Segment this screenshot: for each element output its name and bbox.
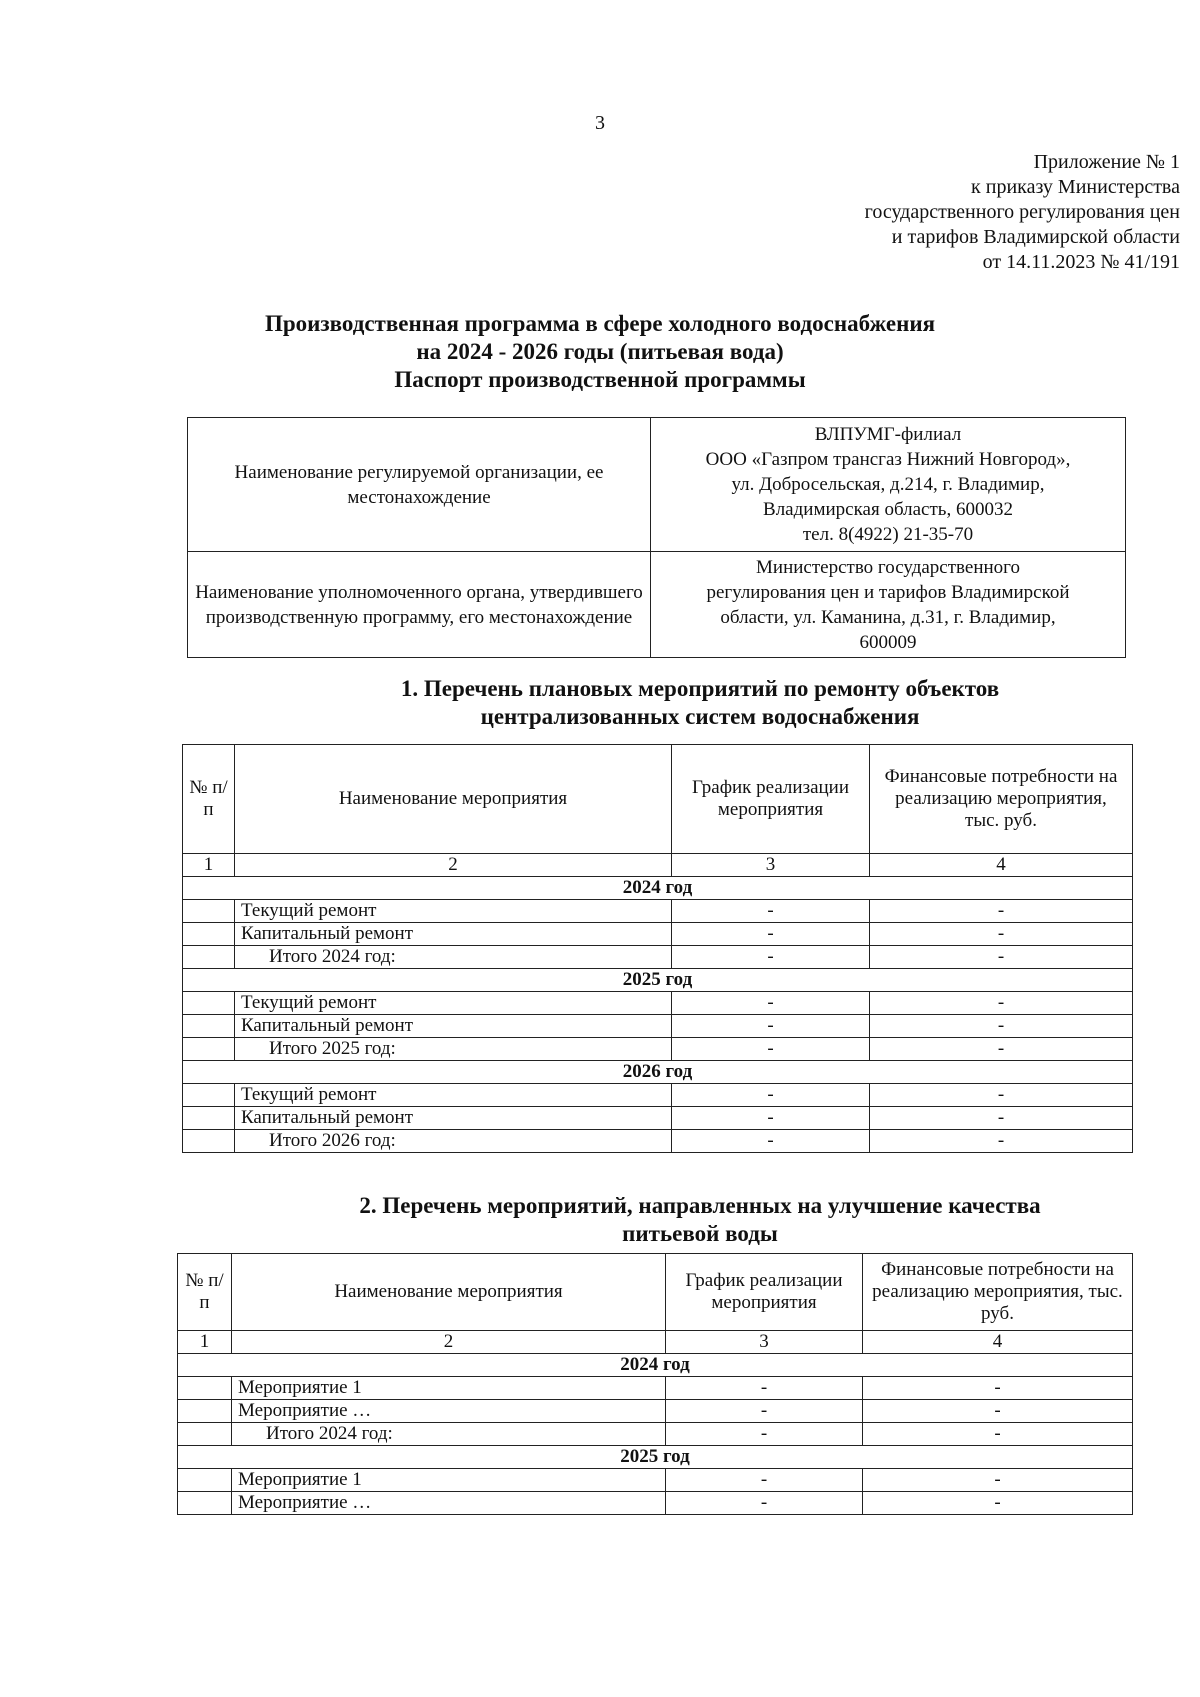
header-num: № п/п — [178, 1254, 232, 1331]
section-2-title — [250, 1192, 1150, 1248]
schedule-cell: - — [672, 1015, 870, 1038]
row-number — [183, 1038, 235, 1061]
page-number: 3 — [595, 112, 605, 134]
schedule-cell: - — [672, 1130, 870, 1153]
passport-value-line: регулирования цен и тарифов Владимирской — [706, 581, 1070, 603]
finance-cell: - — [870, 1038, 1133, 1061]
row-number — [183, 900, 235, 923]
finance-cell: - — [870, 992, 1133, 1015]
passport-row — [188, 418, 1126, 552]
year-label: 2024 год — [183, 877, 1133, 900]
finance-cell: - — [870, 1084, 1133, 1107]
section-title-line: 1. Перечень плановых мероприятий по ремонту объектов — [400, 676, 1000, 701]
row-number — [183, 1084, 235, 1107]
water-quality-body — [178, 1354, 1133, 1515]
row-number — [183, 992, 235, 1015]
column-number: 4 — [863, 1331, 1133, 1354]
row-number — [183, 1107, 235, 1130]
schedule-cell: - — [672, 1084, 870, 1107]
header-name: Наименование мероприятия — [232, 1254, 666, 1331]
schedule-cell: - — [666, 1400, 863, 1423]
title-line: Паспорт производственной программы — [394, 367, 806, 392]
column-number: 3 — [672, 854, 870, 877]
header-finance: Финансовые потребности на реализацию мероприятия, тыс. руб. — [870, 745, 1133, 854]
section-title-line: централизованных систем водоснабжения — [480, 704, 920, 729]
table-row — [178, 1400, 1133, 1423]
row-number — [178, 1400, 232, 1423]
finance-cell: - — [863, 1423, 1133, 1446]
total-row — [178, 1423, 1133, 1446]
repair-plan-body — [183, 877, 1133, 1153]
passport-value — [651, 552, 1126, 658]
row-number — [183, 1130, 235, 1153]
row-number — [178, 1469, 232, 1492]
passport-table — [187, 417, 1126, 658]
passport-value-line: ул. Добросельская, д.214, г. Владимир, — [731, 474, 1045, 495]
row-number — [178, 1492, 232, 1515]
column-number: 3 — [666, 1331, 863, 1354]
finance-cell: - — [863, 1377, 1133, 1400]
appendix-line: к приказу Министерства — [971, 176, 1180, 198]
table-header-row — [178, 1254, 1133, 1331]
total-row — [183, 1038, 1133, 1061]
row-number — [183, 946, 235, 969]
passport-value-line: ООО «Газпром трансгаз Нижний Новгород», — [705, 449, 1071, 470]
column-number: 4 — [870, 854, 1133, 877]
activity-name: Мероприятие … — [232, 1400, 666, 1423]
activity-name: Капитальный ремонт — [235, 923, 672, 946]
passport-value-line: 600009 — [859, 631, 917, 653]
schedule-cell: - — [672, 900, 870, 923]
schedule-cell: - — [666, 1469, 863, 1492]
passport-label: Наименование регулируемой организации, ее местонахождение — [188, 418, 651, 552]
schedule-cell: - — [666, 1492, 863, 1515]
header-name: Наименование мероприятия — [235, 745, 672, 854]
passport-value-line: ВЛПУМГ-филиал — [814, 424, 962, 445]
section-1-title — [250, 675, 1150, 731]
section-title-line: питьевой воды — [622, 1221, 778, 1246]
schedule-cell: - — [666, 1423, 863, 1446]
passport-value — [651, 418, 1126, 552]
section-title-line: 2. Перечень мероприятий, направленных на улучшение качества — [359, 1193, 1041, 1218]
total-row — [183, 1130, 1133, 1153]
appendix-line: Приложение № 1 — [1033, 151, 1180, 173]
table-row — [183, 992, 1133, 1015]
schedule-cell: - — [672, 992, 870, 1015]
activity-name: Текущий ремонт — [235, 992, 672, 1015]
table-row — [178, 1492, 1133, 1515]
passport-value-line: Министерство государственного — [756, 556, 1020, 578]
column-number: 2 — [235, 854, 672, 877]
year-row — [183, 969, 1133, 992]
column-number: 2 — [232, 1331, 666, 1354]
year-row — [178, 1446, 1133, 1469]
column-number-row — [183, 854, 1133, 877]
finance-cell: - — [870, 923, 1133, 946]
finance-cell: - — [863, 1492, 1133, 1515]
year-row — [178, 1354, 1133, 1377]
table-row — [183, 900, 1133, 923]
appendix-line: государственного регулирования цен — [864, 201, 1180, 223]
schedule-cell: - — [672, 1107, 870, 1130]
activity-name: Текущий ремонт — [235, 1084, 672, 1107]
year-label: 2025 год — [183, 969, 1133, 992]
activity-name: Мероприятие … — [232, 1492, 666, 1515]
year-row — [183, 877, 1133, 900]
total-label: Итого 2025 год: — [235, 1038, 672, 1061]
document-title — [100, 310, 1100, 394]
year-label: 2024 год — [178, 1354, 1133, 1377]
total-label: Итого 2024 год: — [232, 1423, 666, 1446]
activity-name: Мероприятие 1 — [232, 1469, 666, 1492]
header-schedule: График реализации мероприятия — [672, 745, 870, 854]
row-number — [183, 923, 235, 946]
year-row — [183, 1061, 1133, 1084]
finance-cell: - — [870, 1015, 1133, 1038]
table-row — [178, 1469, 1133, 1492]
title-line: Производственная программа в сфере холодного водоснабжения — [264, 311, 936, 336]
table-row — [183, 1084, 1133, 1107]
water-quality-table — [177, 1253, 1133, 1515]
header-num: № п/п — [183, 745, 235, 854]
table-header-row — [183, 745, 1133, 854]
total-row — [183, 946, 1133, 969]
table-row — [183, 1015, 1133, 1038]
activity-name: Текущий ремонт — [235, 900, 672, 923]
schedule-cell: - — [672, 1038, 870, 1061]
column-number: 1 — [178, 1331, 232, 1354]
table-row — [183, 1107, 1133, 1130]
finance-cell: - — [863, 1469, 1133, 1492]
passport-row — [188, 552, 1126, 658]
column-number-row — [178, 1331, 1133, 1354]
repair-plan-table — [182, 744, 1133, 1153]
header-schedule: График реализации мероприятия — [666, 1254, 863, 1331]
finance-cell: - — [870, 1107, 1133, 1130]
passport-label: Наименование уполномоченного органа, утвердившего производственную программу, его местонахождение — [188, 552, 651, 658]
row-number — [183, 1015, 235, 1038]
finance-cell: - — [870, 900, 1133, 923]
passport-value-line: области, ул. Каманина, д.31, г. Владимир, — [720, 606, 1056, 628]
activity-name: Капитальный ремонт — [235, 1107, 672, 1130]
title-line: на 2024 - 2026 годы (питьевая вода) — [416, 339, 784, 364]
column-number: 1 — [183, 854, 235, 877]
schedule-cell: - — [672, 923, 870, 946]
schedule-cell: - — [672, 946, 870, 969]
finance-cell: - — [870, 946, 1133, 969]
activity-name: Капитальный ремонт — [235, 1015, 672, 1038]
appendix-line: и тарифов Владимирской области — [891, 226, 1180, 248]
table-row — [178, 1377, 1133, 1400]
passport-value-line: Владимирская область, 600032 — [763, 499, 1013, 520]
table-row — [183, 923, 1133, 946]
appendix-line: от 14.11.2023 № 41/191 — [982, 251, 1180, 273]
year-label: 2026 год — [183, 1061, 1133, 1084]
schedule-cell: - — [666, 1377, 863, 1400]
row-number — [178, 1423, 232, 1446]
finance-cell: - — [863, 1400, 1133, 1423]
appendix-block — [690, 150, 1180, 275]
row-number — [178, 1377, 232, 1400]
activity-name: Мероприятие 1 — [232, 1377, 666, 1400]
total-label: Итого 2024 год: — [235, 946, 672, 969]
total-label: Итого 2026 год: — [235, 1130, 672, 1153]
header-finance: Финансовые потребности на реализацию мероприятия, тыс. руб. — [863, 1254, 1133, 1331]
year-label: 2025 год — [178, 1446, 1133, 1469]
passport-value-line: тел. 8(4922) 21-35-70 — [802, 524, 974, 545]
finance-cell: - — [870, 1130, 1133, 1153]
